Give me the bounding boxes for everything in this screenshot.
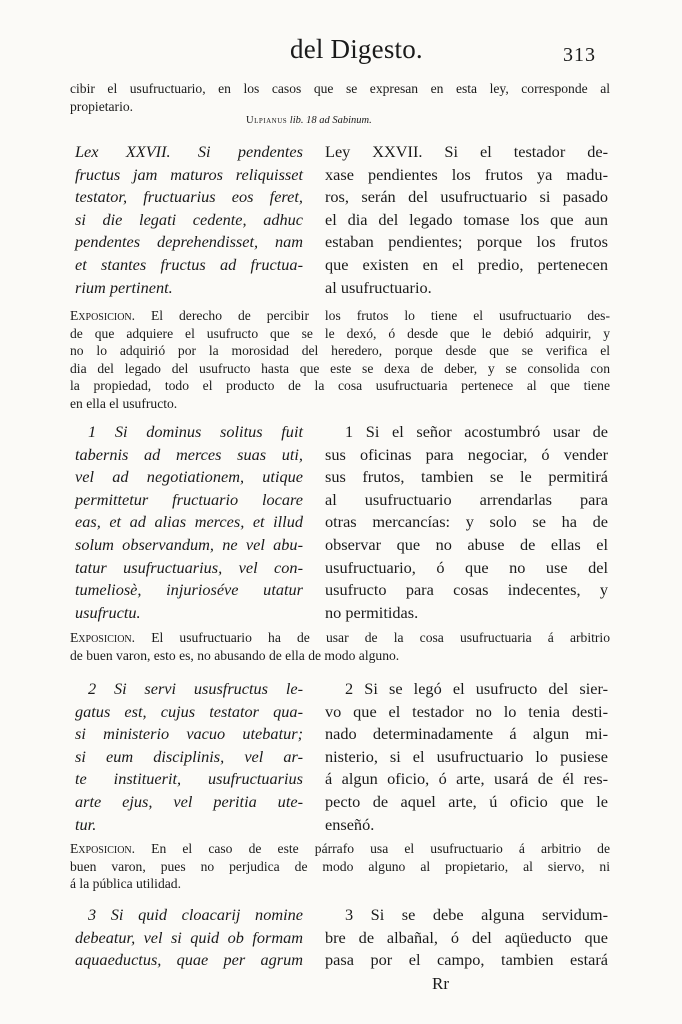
exposition-line: la propiedad, todo el producto de la cosa usufructuaria pertenece al que tiene [70,378,610,393]
citation-author: Ulpianus [246,115,288,126]
latin-column-section3 [75,904,303,972]
latin-line: usufructu. [75,602,141,622]
latin-line: 3 Si quid cloacarij nomine [88,905,303,924]
latin-line: fructus jam maturos reliquisset [75,164,303,184]
spanish-line: pasa por el campo, tambien estará [325,950,608,970]
spanish-line: ros, serán del usufructuario si pasado [325,187,608,207]
spanish-line: vo que el testador no lo tenia desti- [325,701,608,721]
latin-line: tumeliosè, injurioséve utatur [75,580,303,600]
latin-line: si die legati cedente, adhuc [75,209,303,229]
latin-line: rium pertinent. [75,277,173,297]
exposition-line: en ella el usufructo. [70,395,178,411]
spanish-line: 2 Si se legó el usufructo del sier- [345,679,608,698]
latin-line: 1 Si dominus solitus fuit [88,422,303,441]
latin-line: si ministerio vacuo utebatur; [75,724,303,744]
spanish-line: observar que no abuse de ellas el [325,534,608,554]
exposition-line: no lo adquirió por la morosidad del heredero, porque desde que se verifica el [70,343,610,358]
spanish-line: usufructo para cosas indecentes, y [325,580,608,600]
running-head-title: del Digesto. [290,34,423,64]
exposition-line: Exposicion. El derecho de percibir los frutos lo tiene el usufructuario des- [70,308,610,323]
latin-line: eas, et ad alias merces, et illud [75,512,303,532]
latin-line: vel ad negotiationem, utique [75,467,303,487]
latin-column-section2 [75,678,303,836]
latin-line: arte ejus, vel peritia ute- [75,791,303,811]
latin-line: Lex XXVII. Si pendentes [75,142,303,161]
exposition-line: de buen varon, esto es, no abusando de ella de modo alguno. [70,647,400,663]
page-number: 313 [563,44,596,66]
latin-line: gatus est, cujus testator qua- [75,701,303,721]
spanish-line: 3 Si se debe alguna servidum- [345,905,608,924]
spanish-line: no permitidas. [325,602,419,622]
exposition-label: Exposicion. [70,630,136,645]
spanish-line: bre de albañal, ó del aqüeducto que [325,927,608,947]
spanish-line: usufructuario, ó que no use del [325,557,608,577]
spanish-line: que existen en el predio, pertenecen [325,254,608,274]
exposition-1 [70,307,610,412]
exposition-line: buen varon, pues no perjudica de modo alguno al propietario, al siervo, ni [70,858,610,874]
text-line: cibir el usufructuario, en los casos que se expresan en esta ley, corresponde al [70,81,610,96]
intro-paragraph [70,80,610,115]
latin-line: tatur usufructuarius, vel con- [75,557,303,577]
spanish-line: pecto de aquel arte, ú oficio que le [325,791,608,811]
latin-line: tur. [75,814,97,834]
exposition-line: Exposicion. El usufructuario ha de usar de la cosa usufructuaria á arbitrio [70,630,610,645]
latin-line: aquaeductus, quae per agrum [75,950,303,970]
spanish-line: sus oficinas para negociar, ó vender [325,444,608,464]
spanish-line: otras mercancías: y solo se ha de [325,512,608,532]
text-line: propietario. [70,98,134,114]
latin-line: testator, fructuarius eos feret, [75,187,303,207]
spanish-line: xase pendientes los frutos ya madu- [325,164,608,184]
spanish-line: 1 Si el señor acostumbró usar de [345,422,608,441]
latin-column-section1 [75,421,303,624]
latin-column-law27 [75,141,303,299]
spanish-line: sus frutos, tambien se le permitirá [325,467,608,487]
exposition-line: de que adquiere el usufructo que se le dexó, ó desde que le debió adquirir, y [70,325,610,341]
spanish-line: nado determinadamente á algun mi- [325,724,608,744]
latin-line: te instituerit, usufructuarius [75,769,303,789]
latin-line: debeatur, vel si quid ob formam [75,927,303,947]
latin-line: permittetur fructuario locare [75,489,303,509]
exposition-line: á la pública utilidad. [70,876,181,891]
spanish-column-law27 [325,141,608,299]
exposition-line: dia del legado del usufructo hasta que este se dexa de deber, y se consolida con [70,360,610,376]
exposition-2 [70,629,610,664]
spanish-line: nisterio, si el usufructuario lo pusiese [325,746,608,766]
latin-line: tabernis ad merces suas uti, [75,444,303,464]
latin-line: pendentes deprehendisset, nam [75,232,303,252]
latin-line: si eum disciplinis, vel ar- [75,746,303,766]
spanish-line: al usufructuario. [325,277,432,297]
spanish-line: enseñó. [325,814,375,834]
spanish-line: á algun oficio, ó arte, usará de él res- [325,769,608,789]
exposition-3 [70,840,610,893]
spanish-line: al usufructuario arrendarlas para [325,489,608,509]
spanish-column-section1 [325,421,608,624]
signature-mark: Rr [432,974,449,993]
exposition-label: Exposicion. [70,841,136,856]
spanish-column-section2 [325,678,608,836]
spanish-column-section3 [325,904,608,972]
spanish-line: el dia del legado tomase los que aun [325,209,608,229]
spanish-line: estaban pendientes; porque los frutos [325,232,608,252]
latin-line: et stantes fructus ad fructua- [75,254,303,274]
spanish-line: Ley XXVII. Si el testador de- [325,142,608,161]
citation-text: lib. 18 ad Sabinum. [289,115,372,126]
citation [246,115,372,126]
latin-line: 2 Si servi ususfructus le- [88,679,303,698]
latin-line: solum observandum, ne vel abu- [75,534,303,554]
exposition-line: Exposicion. En el caso de este párrafo usa el usufructuario á arbitrio de [70,841,610,856]
exposition-label: Exposicion. [70,308,136,323]
